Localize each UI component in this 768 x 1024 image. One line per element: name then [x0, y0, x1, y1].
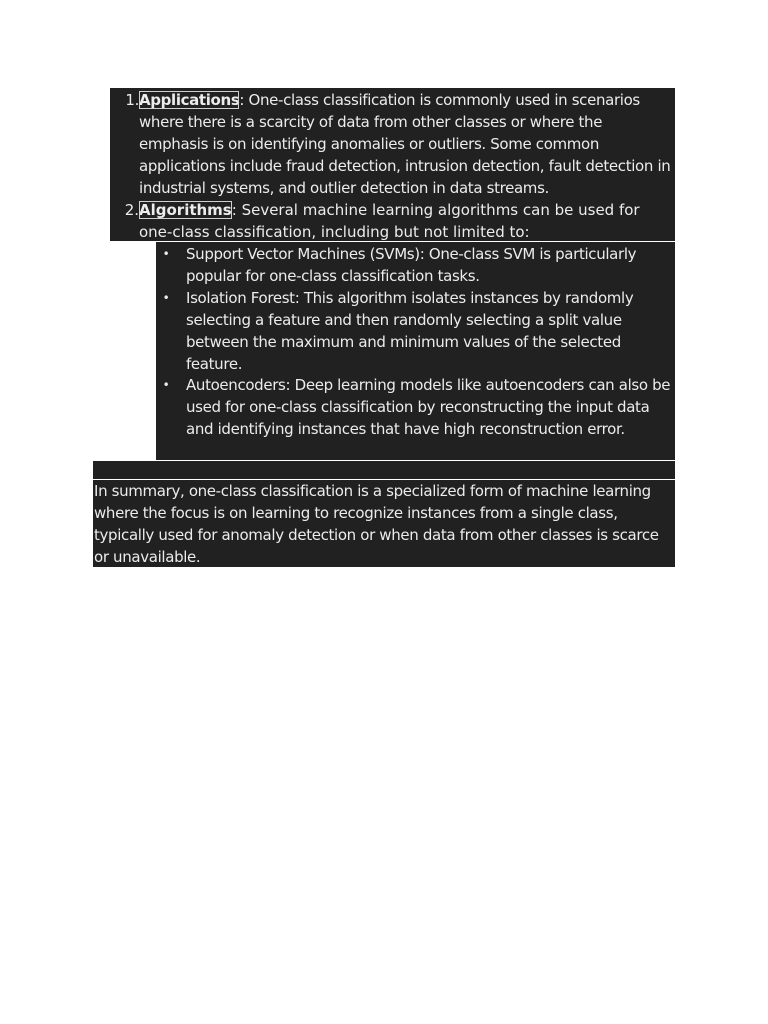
- bullet-dot-icon: •: [162, 378, 170, 392]
- list-item-body: [139, 199, 671, 243]
- numbered-list: [110, 88, 675, 241]
- bullet-text: Support Vector Machines (SVMs): One-class SVM is particularly popular for one-class classification tasks.: [186, 245, 637, 285]
- list-item-body: [139, 89, 671, 199]
- algorithms-text: : Several machine learning algorithms can be used for one-class classification, including but not limited to:: [139, 201, 640, 241]
- applications-text: : One-class classification is commonly used in scenarios where there is a scarcity of data from other classes or where the emphasis is on identifying anomalies or outliers. Some common applications include fraud detection, intrusion detection, fault detection in industrial systems, and outlier detection in data streams.: [139, 91, 671, 197]
- keyword-algorithms: Algorithms: [139, 201, 232, 219]
- bullet-dot-icon: •: [162, 291, 170, 305]
- summary-text: In summary, one-class classification is a specialized form of machine learning where the focus is on learning to recognize instances from a single class, typically used for anomaly detection or when data from other classes is scarce or unavailable.: [94, 482, 659, 566]
- bullet-text: Isolation Forest: This algorithm isolates instances by randomly selecting a feature and then randomly selecting a split value between the maximum and minimum values of the selected feature.: [186, 289, 634, 373]
- keyword-applications: Applications: [139, 91, 240, 109]
- summary-paragraph: [93, 480, 675, 567]
- bullet-list: [156, 242, 675, 460]
- bullet-text: Autoencoders: Deep learning models like autoencoders can also be used for one-class classification by reconstructing the input data and identifying instances that have high reconstruction error.: [186, 376, 671, 438]
- empty-paragraph: [93, 461, 675, 479]
- list-number: 1.: [125, 91, 139, 109]
- list-number: 2.: [124, 201, 139, 219]
- bullet-dot-icon: •: [162, 247, 170, 261]
